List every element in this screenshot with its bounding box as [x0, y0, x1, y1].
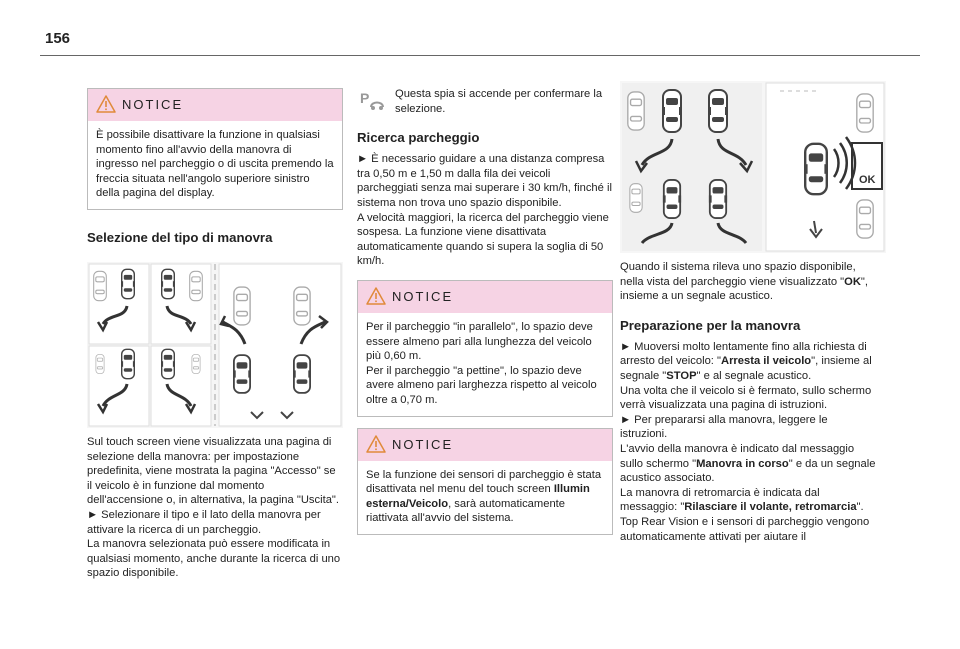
- body-paragraph: Una volta che il veicolo si è fermato, sullo schermo verrà visualizzata una pagina di istruzioni.: [620, 384, 872, 412]
- text-run: La manovra di retromarcia è indicata dal messaggio: ": [620, 486, 820, 514]
- ok-text: OK: [844, 275, 861, 288]
- header-rule: [40, 55, 920, 56]
- notice-title: NOTICE: [392, 288, 454, 304]
- notice-header: [88, 89, 342, 121]
- section-heading: Preparazione per la manovra: [620, 317, 801, 333]
- body-paragraph: [620, 442, 876, 486]
- maneuver-selection-diagram: [87, 262, 343, 428]
- warning-icon: [366, 435, 386, 453]
- body-paragraph: A velocità maggiori, la ricerca del parcheggio viene sospesa. La funzione viene disattivata automaticamente quando si supera la soglia di 50 km/h.: [357, 211, 609, 268]
- body-paragraph: Top Rear Vision e i sensori di parcheggio vengono automaticamente attivati per aiutare il: [620, 515, 870, 543]
- notice-box: [87, 88, 343, 210]
- svg-text:P: P: [360, 90, 370, 106]
- menu-path: Illumin esterna/Veicolo: [366, 483, 590, 510]
- body-paragraph: La manovra selezionata può essere modificata in qualsiasi momento, anche durante la ricerca di uno spazio disponibile.: [87, 538, 341, 580]
- ok-label: OK: [859, 174, 876, 186]
- text-run: L'avvio della manovra è indicato dal messaggio sullo schermo ": [620, 442, 855, 470]
- park-assist-indicator-icon: [359, 89, 387, 111]
- warning-icon: [96, 95, 116, 113]
- notice-text: Per il parcheggio "a pettine", lo spazio deve avere almeno pari larghezza rispetto al veicolo oltre a 0,70 m.: [366, 364, 597, 406]
- notice-box: [357, 428, 613, 535]
- notice-text: Per il parcheggio "in parallelo", lo spazio deve essere almeno pari alla lunghezza del veicolo più 0,60 m.: [366, 320, 593, 363]
- text-run: ", insieme al segnale ": [620, 355, 872, 382]
- text-run: ".: [856, 501, 864, 514]
- message-text: STOP: [666, 369, 697, 382]
- column-middle: [357, 70, 613, 535]
- notice-header: [358, 281, 612, 313]
- message-text: Arresta il veicolo: [720, 355, 812, 368]
- message-text: Rilasciare il volante, retromarcia: [684, 501, 857, 514]
- body-paragraph: [620, 486, 876, 515]
- notice-title: NOTICE: [122, 97, 184, 112]
- column-left: [87, 70, 343, 581]
- message-text: Manovra in corso: [696, 457, 789, 470]
- text-run: Quando il sistema rileva uno spazio disponibile, nella vista del parcheggio viene visualizzato ": [620, 261, 856, 288]
- body-paragraph: Sul touch screen viene visualizzata una pagina di selezione della manovra: per impostazione predefinita, viene mostrata la pagina "Accesso" se il veicolo è in funzione dal momento dell'accensione o, in alternativa, la pagina "Uscita".: [87, 435, 339, 507]
- text-run: ► Muoversi molto lentamente fino alla richiesta di arresto del veicolo: ": [620, 340, 867, 368]
- warning-icon: [366, 287, 386, 305]
- notice-header: [358, 429, 612, 461]
- body-paragraph: [620, 340, 876, 384]
- body-paragraph: ► Per prepararsi alla manovra, leggere le istruzioni.: [620, 413, 828, 441]
- text-run: , sarà automaticamente riattivata all'avvio del sistema.: [366, 497, 565, 525]
- text-run: " e da un segnale acustico associato.: [620, 457, 876, 485]
- section-heading: Selezione del tipo di manovra: [87, 229, 273, 245]
- text-run: Se la funzione dei sensori di parcheggio è stata disattivata nel menu del touch screen: [366, 468, 602, 496]
- text-run: " e al segnale acustico.: [696, 369, 812, 382]
- notice-text: [366, 468, 604, 526]
- text-run: ", insieme a un segnale acustico.: [620, 275, 868, 303]
- body-paragraph: [620, 260, 876, 304]
- indicator-text: Questa spia si accende per confermare la selezione.: [395, 88, 603, 115]
- column-right: [620, 70, 876, 544]
- section-heading: Ricerca parcheggio: [357, 130, 480, 146]
- notice-title: NOTICE: [392, 436, 454, 452]
- body-paragraph: ► È necessario guidare a una distanza compresa tra 0,50 m e 1,50 m dalla fila dei veicoli parcheggiati senza mai superare i 30 km/h, finché il sistema non trova uno spazio disponibile.: [357, 153, 612, 209]
- notice-text: È possibile disattivare la funzione in qualsiasi momento fino all'avvio della manovra di ingresso nel parcheggio o di uscita premendo la freccia situata nell'angolo superiore sinistro della pagina del display.: [96, 129, 334, 200]
- parking-space-detected-diagram: [620, 81, 886, 253]
- page-number: 156: [45, 30, 71, 47]
- notice-box: [357, 280, 613, 417]
- body-paragraph: ► Selezionare il tipo e il lato della manovra per attivare la ricerca di un parcheggio.: [87, 508, 321, 536]
